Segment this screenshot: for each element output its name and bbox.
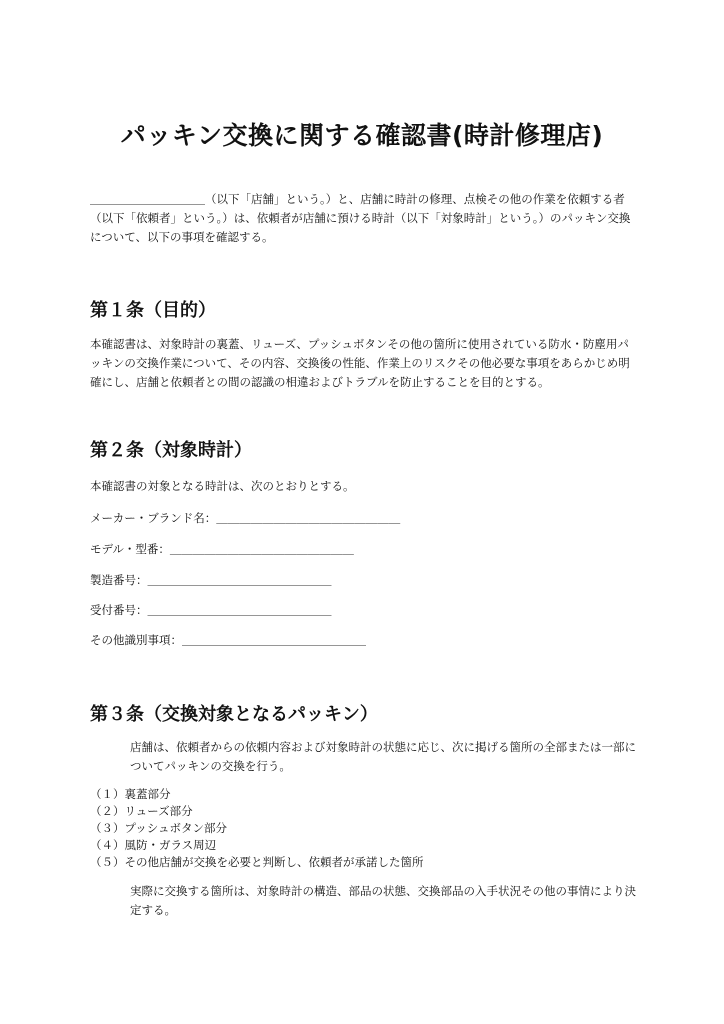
article-3-body: 店舗は、依頼者からの依頼内容および対象時計の状態に応じ、次に掲げる箇所の全部または一部についてパッキンの交換を行う。 <box>130 740 636 773</box>
article-2-heading: 第２条（対象時計） <box>90 440 252 461</box>
article-3-heading: 第３条（交換対象となるパッキン） <box>90 704 378 725</box>
list-item-back-cover: （１）裏蓋部分 <box>90 787 171 801</box>
list-item-windshield-glass: （４）風防・ガラス周辺 <box>90 838 217 852</box>
article-2-body: 本確認書の対象となる時計は、次のとおりとする。 <box>90 479 355 493</box>
list-item-other: （５）その他店舗が交換を必要と判断し、依頼者が承諾した箇所 <box>90 855 424 869</box>
field-maker-brand: メーカー・ブランド名：＿＿＿＿＿＿＿＿＿＿＿＿＿＿＿＿ <box>90 511 401 525</box>
field-serial-number: 製造番号：＿＿＿＿＿＿＿＿＿＿＿＿＿＿＿＿ <box>90 573 332 587</box>
article-1-heading: 第１条（目的） <box>90 300 216 321</box>
document-title: パッキン交換に関する確認書(時計修理店) <box>120 121 604 150</box>
list-item-push-button: （３）プッシュボタン部分 <box>90 821 227 835</box>
intro-paragraph: ＿＿＿＿＿＿＿＿＿＿（以下「店舗」という。）と、店舗に時計の修理、点検その他の作業を依頼する者（以下「依頼者」という。）は、依頼者が店舗に預ける時計（以下「対象時計」という。）のパッキン交換について、以下の事項を確認する。 <box>90 192 631 244</box>
list-item-crown: （２）リューズ部分 <box>90 804 193 818</box>
article-1-body: 本確認書は、対象時計の裏蓋、リューズ、プッシュボタンその他の箇所に使用されている防水・防塵用パッキンの交換作業について、その内容、交換後の性能、作業上のリスクその他必要な事項をあらかじめ明確にし、店舗と依頼者との間の認識の相違およびトラブルを防止することを目的とする。 <box>90 337 630 389</box>
field-other-identification: その他識別事項：＿＿＿＿＿＿＿＿＿＿＿＿＿＿＿＿ <box>90 633 366 647</box>
article-3-note: 実際に交換する箇所は、対象時計の構造、部品の状態、交換部品の入手状況その他の事情により決定する。 <box>130 884 636 917</box>
field-receipt-number: 受付番号：＿＿＿＿＿＿＿＿＿＿＿＿＿＿＿＿ <box>90 603 332 617</box>
field-model-number: モデル・型番：＿＿＿＿＿＿＿＿＿＿＿＿＿＿＿＿ <box>90 542 354 556</box>
